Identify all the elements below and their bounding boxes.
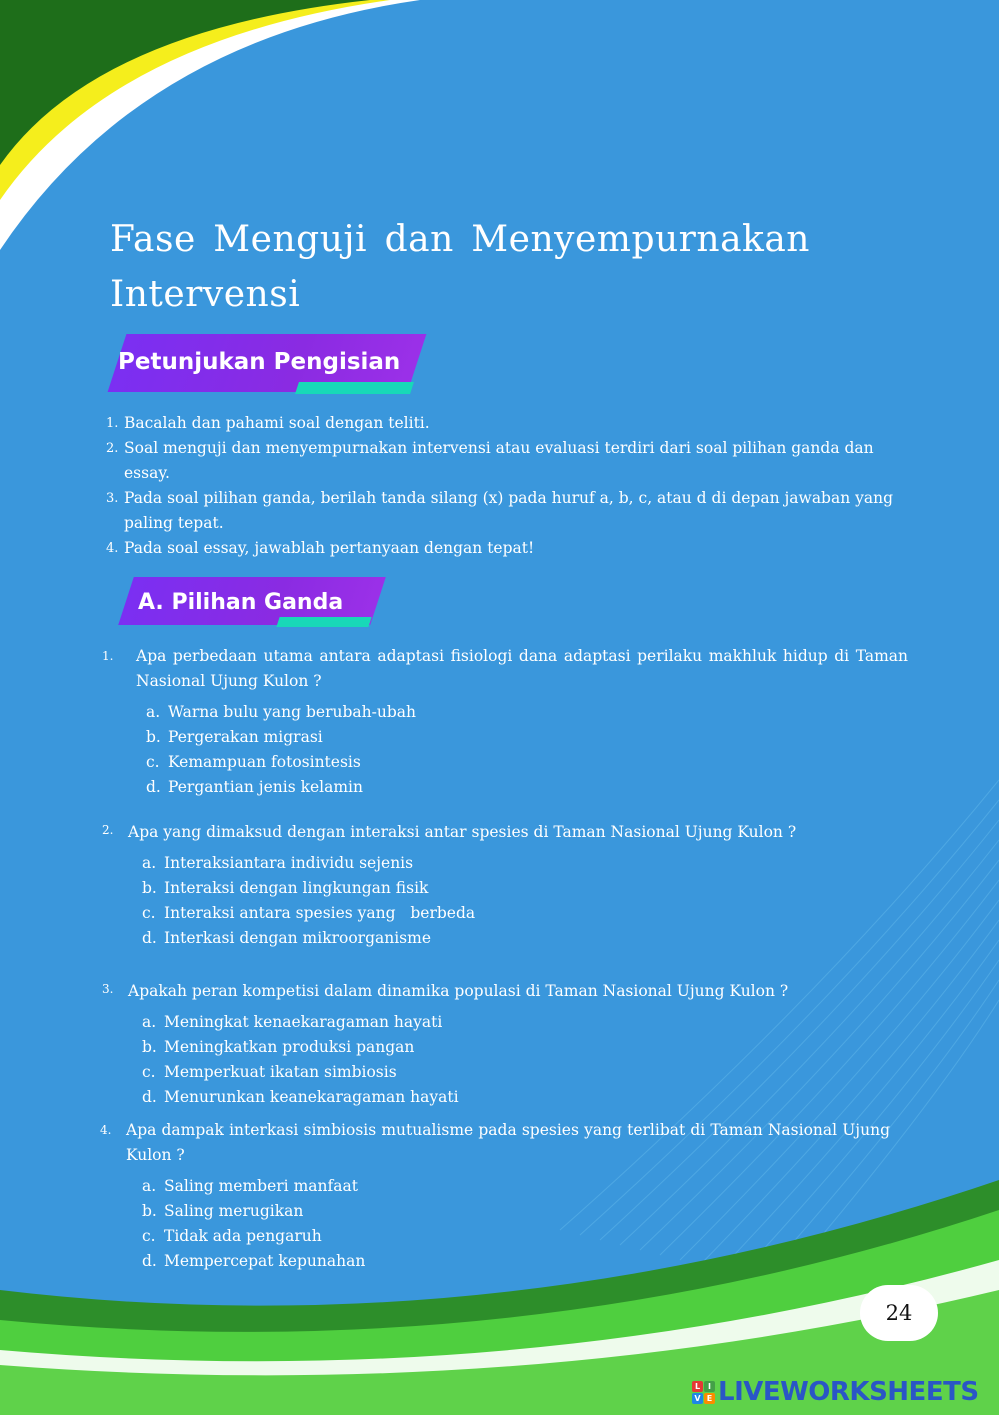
- instruction-number: 1.: [106, 416, 119, 431]
- question-text: Apa perbedaan utama antara adaptasi fisiologi dana adaptasi perilaku makhluk hidup di Taman Nasional Ujung Kulon ?: [136, 647, 908, 690]
- instruction-number: 2.: [106, 441, 119, 456]
- option-text: Memperkuat ikatan simbiosis: [164, 1063, 397, 1081]
- section-banner-accent: [276, 617, 371, 627]
- answer-option[interactable]: [142, 1224, 890, 1249]
- question-2: [102, 820, 908, 951]
- option-letter: a.: [146, 703, 161, 721]
- option-letter: b.: [142, 879, 157, 897]
- page-number: 24: [860, 1285, 938, 1341]
- option-text: Mempercepat kepunahan: [164, 1252, 366, 1270]
- option-text: Interaksi antara spesies yang berbeda: [164, 904, 476, 922]
- question-number: 2.: [102, 823, 114, 837]
- page-title-line2: Intervensi: [110, 274, 301, 315]
- logo-letter: L: [692, 1381, 703, 1392]
- instruction-text: Pada soal pilihan ganda, berilah tanda silang (x) pada huruf a, b, c, atau d di depan jawaban yang paling tepat.: [124, 489, 894, 532]
- option-text: Interaksiantara individu sejenis: [164, 854, 414, 872]
- answer-option[interactable]: [142, 1249, 890, 1274]
- option-letter: b.: [142, 1202, 157, 1220]
- answer-option[interactable]: [142, 1060, 908, 1085]
- answer-option[interactable]: [142, 1199, 890, 1224]
- logo-letter: I: [704, 1381, 715, 1392]
- option-letter: c.: [142, 1227, 156, 1245]
- option-text: Tidak ada pengaruh: [164, 1227, 322, 1245]
- question-text: Apa yang dimaksud dengan interaksi antar spesies di Taman Nasional Ujung Kulon ?: [128, 823, 797, 841]
- option-letter: c.: [146, 753, 160, 771]
- option-text: Meningkat kenaekaragaman hayati: [164, 1013, 443, 1031]
- answer-option[interactable]: [146, 725, 908, 750]
- question-3: [102, 979, 908, 1110]
- question-text: Apakah peran kompetisi dalam dinamika populasi di Taman Nasional Ujung Kulon ?: [128, 982, 789, 1000]
- instruction-item: [106, 411, 906, 436]
- page-title-line1: Fase Menguji dan Menyempurnakan: [110, 219, 810, 260]
- logo-icon: [692, 1381, 715, 1404]
- answer-option[interactable]: [142, 1035, 908, 1060]
- answer-option[interactable]: [146, 700, 908, 725]
- answer-option[interactable]: [142, 1085, 908, 1110]
- answer-option[interactable]: [142, 1010, 908, 1035]
- option-letter: d.: [142, 1088, 157, 1106]
- answer-option[interactable]: [142, 876, 908, 901]
- section-heading: A. Pilihan Ganda: [138, 590, 344, 615]
- logo-letter: E: [704, 1393, 715, 1404]
- option-text: Pergerakan migrasi: [168, 728, 323, 746]
- option-text: Meningkatkan produksi pangan: [164, 1038, 415, 1056]
- instruction-number: 4.: [106, 541, 119, 556]
- instructions-banner: [112, 334, 422, 394]
- page-title: [110, 212, 810, 322]
- option-letter: b.: [142, 1038, 157, 1056]
- instruction-item: [106, 486, 906, 536]
- instructions-heading: Petunjukan Pengisian: [118, 349, 401, 375]
- option-letter: d.: [146, 778, 161, 796]
- option-letter: c.: [142, 904, 156, 922]
- option-letter: d.: [142, 929, 157, 947]
- option-letter: c.: [142, 1063, 156, 1081]
- answer-option[interactable]: [142, 851, 908, 876]
- question-4: [100, 1118, 890, 1274]
- logo-letter: V: [692, 1393, 703, 1404]
- option-text: Warna bulu yang berubah-ubah: [168, 703, 416, 721]
- liveworksheets-logo[interactable]: [692, 1375, 979, 1409]
- instructions-list: [106, 411, 906, 561]
- instruction-item: [106, 536, 906, 561]
- brand-name: LIVEWORKSHEETS: [718, 1377, 979, 1407]
- instruction-number: 3.: [106, 491, 119, 506]
- instruction-text: Bacalah dan pahami soal dengan teliti.: [124, 414, 430, 432]
- option-letter: a.: [142, 1013, 157, 1031]
- question-text: Apa dampak interkasi simbiosis mutualisme pada spesies yang terlibat di Taman Nasional Ujung Kulon ?: [126, 1121, 890, 1164]
- option-letter: d.: [142, 1252, 157, 1270]
- option-letter: a.: [142, 1177, 157, 1195]
- instruction-text: Soal menguji dan menyempurnakan intervensi atau evaluasi terdiri dari soal pilihan ganda dan essay.: [124, 439, 874, 482]
- option-text: Kemampuan fotosintesis: [168, 753, 361, 771]
- option-text: Saling merugikan: [164, 1202, 304, 1220]
- question-1: [102, 644, 908, 800]
- instructions-banner-accent: [295, 382, 414, 394]
- answer-option[interactable]: [142, 926, 908, 951]
- answer-option[interactable]: [142, 1174, 890, 1199]
- instruction-text: Pada soal essay, jawablah pertanyaan dengan tepat!: [124, 539, 535, 557]
- option-letter: a.: [142, 854, 157, 872]
- option-text: Interkasi dengan mikroorganisme: [164, 929, 431, 947]
- option-text: Pergantian jenis kelamin: [168, 778, 363, 796]
- answer-option[interactable]: [146, 775, 908, 800]
- answer-option[interactable]: [146, 750, 908, 775]
- instruction-item: [106, 436, 906, 486]
- option-letter: b.: [146, 728, 161, 746]
- option-text: Menurunkan keanekaragaman hayati: [164, 1088, 459, 1106]
- option-text: Interaksi dengan lingkungan fisik: [164, 879, 429, 897]
- section-banner: [120, 577, 385, 627]
- question-number: 4.: [100, 1123, 112, 1137]
- question-number: 1.: [102, 649, 114, 663]
- answer-option[interactable]: [142, 901, 908, 926]
- option-text: Saling memberi manfaat: [164, 1177, 358, 1195]
- question-number: 3.: [102, 982, 114, 996]
